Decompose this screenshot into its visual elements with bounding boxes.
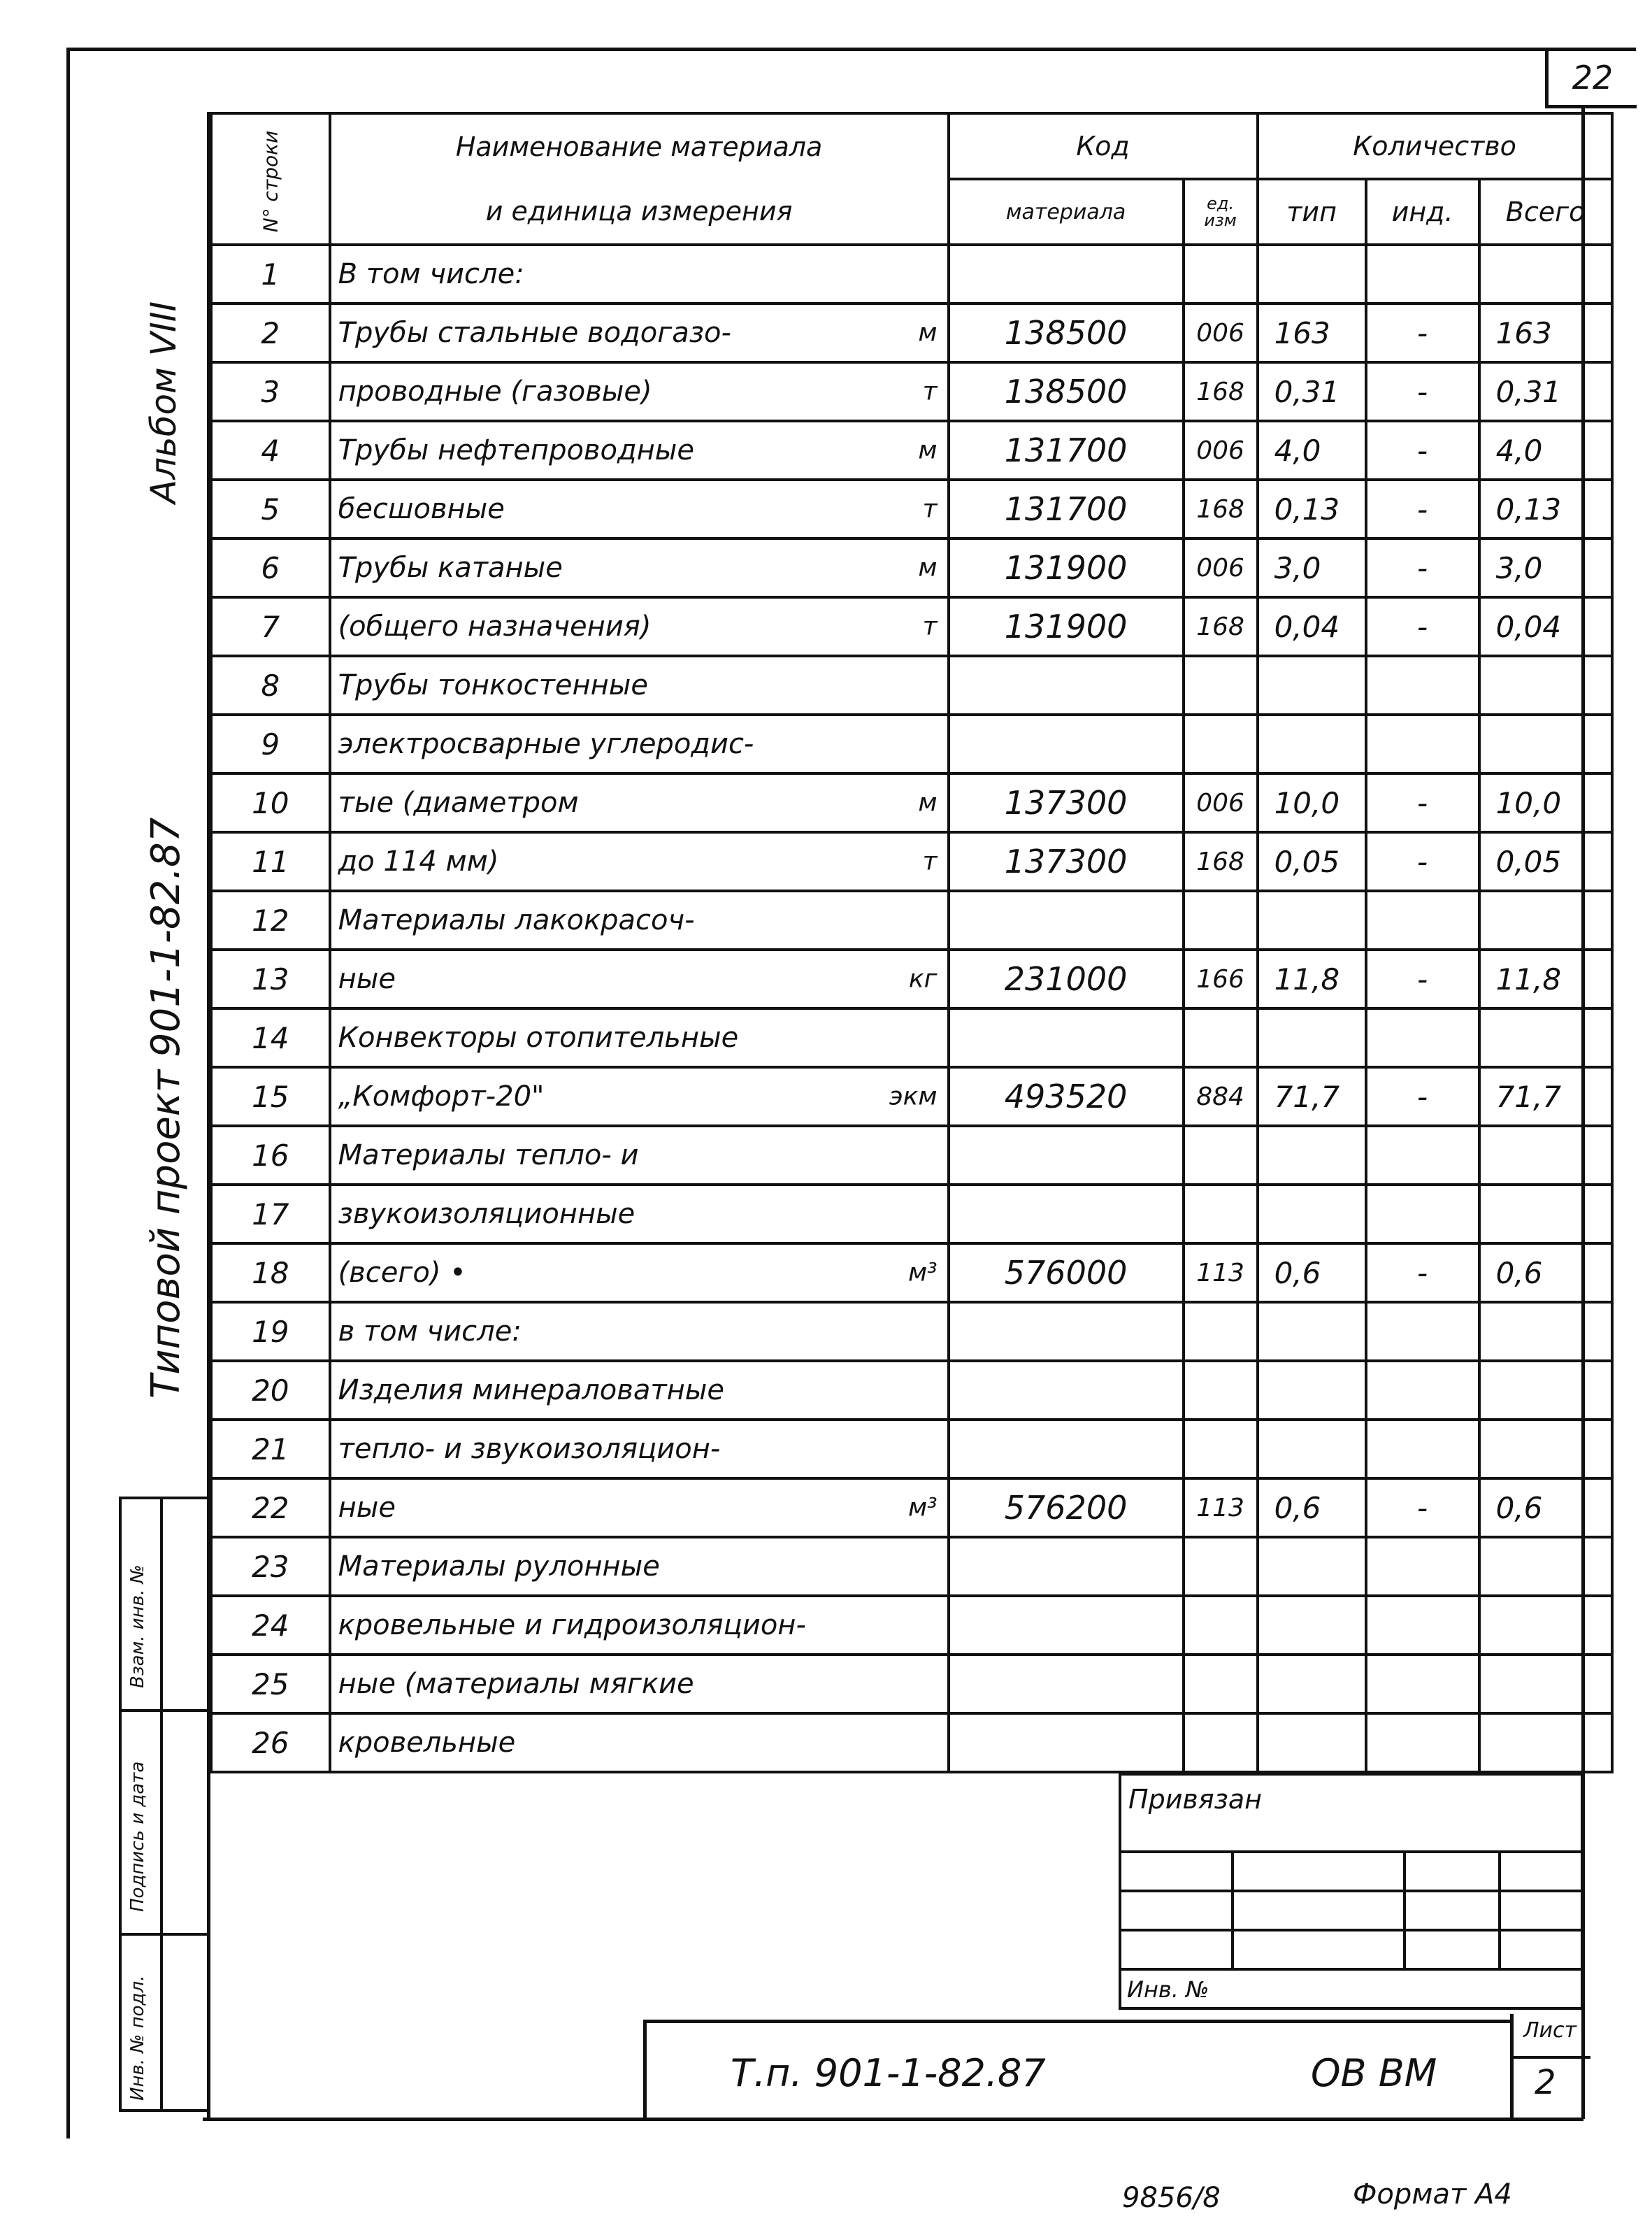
table-row: [211, 1655, 1612, 1713]
qty-type: [1258, 1185, 1366, 1243]
qty-type: [1258, 1361, 1366, 1420]
unit-code: 168: [1184, 362, 1258, 421]
row-no-header: N° строки: [211, 113, 330, 245]
frame-left-line: [66, 48, 70, 2138]
qty-ind: -: [1366, 304, 1479, 362]
material-name-text: ные: [338, 1492, 396, 1524]
row-number: 11: [211, 832, 330, 891]
qty-type: 11,8: [1258, 950, 1366, 1008]
row-number: 4: [211, 421, 330, 480]
material-code: [949, 1420, 1184, 1478]
material-code: [949, 1596, 1184, 1655]
code-header: Код: [949, 113, 1258, 179]
qty-total: [1479, 245, 1612, 304]
code-unit-header: ед. изм: [1184, 179, 1258, 245]
unit-code: [1184, 1185, 1258, 1243]
qty-type: [1258, 891, 1366, 950]
material-name: [330, 1655, 949, 1713]
material-name-text: „Комфорт-20": [338, 1080, 545, 1113]
qty-ind: [1366, 245, 1479, 304]
row-number: 2: [211, 304, 330, 362]
qty-ind: [1366, 1361, 1479, 1420]
qty-total: 0,31: [1479, 362, 1612, 421]
qty-total: [1479, 656, 1612, 715]
material-name: [330, 1185, 949, 1243]
qty-type: 0,04: [1258, 597, 1366, 656]
row-number: 18: [211, 1243, 330, 1302]
material-code: 493520: [949, 1067, 1184, 1126]
material-code: [949, 656, 1184, 715]
row-number: 8: [211, 656, 330, 715]
material-code: 131900: [949, 597, 1184, 656]
row-number: 22: [211, 1478, 330, 1537]
spec-table: [210, 112, 1614, 1773]
table-row: [211, 1713, 1612, 1772]
quantity-header: Количество: [1258, 113, 1612, 179]
table-row: [211, 1302, 1612, 1361]
header-row-1: [211, 113, 1612, 179]
qty-ind: -: [1366, 832, 1479, 891]
table-row: [211, 362, 1612, 421]
table-row: [211, 715, 1612, 773]
material-name: [330, 1243, 949, 1302]
row-number: 16: [211, 1126, 330, 1185]
unit-code: 168: [1184, 597, 1258, 656]
material-name: [330, 1302, 949, 1361]
row-number: 12: [211, 891, 330, 950]
material-name-text: кровельные и гидроизоляцион-: [338, 1609, 806, 1641]
unit-code: 168: [1184, 480, 1258, 538]
qty-total: [1479, 1537, 1612, 1596]
qty-type: 4,0: [1258, 421, 1366, 480]
title-block: [643, 2020, 1510, 2118]
material-name-text: тые (диаметром: [338, 787, 579, 819]
measure-unit: м³: [907, 1258, 938, 1287]
material-name-text: тепло- и звукоизоляцион-: [338, 1433, 721, 1465]
measure-unit: кг: [908, 964, 938, 994]
qty-ind: -: [1366, 362, 1479, 421]
material-name: [330, 1126, 949, 1185]
qty-type: 10,0: [1258, 773, 1366, 832]
sidebar-stamp: [119, 1497, 210, 2112]
material-code: [949, 1302, 1184, 1361]
row-number: 26: [211, 1713, 330, 1772]
material-name-text: Трубы нефтепроводные: [338, 434, 694, 466]
table-row: [211, 1067, 1612, 1126]
qty-ind: -: [1366, 480, 1479, 538]
row-number: 20: [211, 1361, 330, 1420]
row-number: 10: [211, 773, 330, 832]
row-number: 5: [211, 480, 330, 538]
qty-type: 71,7: [1258, 1067, 1366, 1126]
qty-ind: [1366, 656, 1479, 715]
material-code: [949, 1361, 1184, 1420]
doc-mark: ОВ ВМ: [1311, 2051, 1437, 2095]
material-code: 138500: [949, 304, 1184, 362]
material-name: [330, 245, 949, 304]
measure-unit: т: [922, 847, 938, 876]
qty-total: [1479, 715, 1612, 773]
qty-total: [1479, 1361, 1612, 1420]
inv-no-cell: [1119, 1968, 1583, 2010]
material-name: [330, 1537, 949, 1596]
material-code: 131700: [949, 480, 1184, 538]
unit-code: 113: [1184, 1243, 1258, 1302]
name-header-line2: и единица измерения: [330, 179, 949, 245]
material-name: [330, 1067, 949, 1126]
row-number: 1: [211, 245, 330, 304]
table-row: [211, 1420, 1612, 1478]
table-row: [211, 1361, 1612, 1420]
unit-code: 006: [1184, 304, 1258, 362]
unit-code: 884: [1184, 1067, 1258, 1126]
frame-bottom-line: [203, 2118, 1583, 2121]
row-number: 9: [211, 715, 330, 773]
qty-type: [1258, 1420, 1366, 1478]
qty-ind: [1366, 1302, 1479, 1361]
qty-total: [1479, 1596, 1612, 1655]
qty-type: [1258, 1126, 1366, 1185]
measure-unit: т: [922, 494, 938, 524]
qty-total: 4,0: [1479, 421, 1612, 480]
material-name: [330, 715, 949, 773]
material-name-text: Материалы тепло- и: [338, 1139, 639, 1171]
unit-code: [1184, 891, 1258, 950]
unit-code: [1184, 1361, 1258, 1420]
material-name: [330, 1420, 949, 1478]
inv-podl-label: Инв. № подл.: [127, 1975, 148, 2101]
material-name: [330, 362, 949, 421]
unit-code: [1184, 1420, 1258, 1478]
qty-ind-header: инд.: [1366, 179, 1479, 245]
material-name-text: (всего) •: [338, 1257, 466, 1289]
table-row: [211, 304, 1612, 362]
qty-type: 3,0: [1258, 538, 1366, 597]
qty-ind: -: [1366, 421, 1479, 480]
qty-type: [1258, 1596, 1366, 1655]
table-row: [211, 656, 1612, 715]
material-code: 137300: [949, 773, 1184, 832]
qty-total: [1479, 1655, 1612, 1713]
qty-type: 0,13: [1258, 480, 1366, 538]
table-row: [211, 1008, 1612, 1067]
material-name: [330, 1713, 949, 1772]
unit-code: [1184, 245, 1258, 304]
qty-total: 71,7: [1479, 1067, 1612, 1126]
material-code: 231000: [949, 950, 1184, 1008]
qty-type: 0,6: [1258, 1478, 1366, 1537]
table-row: [211, 1596, 1612, 1655]
sheet-box: [1510, 2014, 1587, 2119]
qty-type: [1258, 1713, 1366, 1772]
material-name-text: проводные (газовые): [338, 376, 652, 408]
material-name-text: Трубы тонкостенные: [338, 669, 648, 701]
qty-ind: -: [1366, 950, 1479, 1008]
table-row: [211, 597, 1612, 656]
material-name-text: Конвекторы отопительные: [338, 1022, 739, 1054]
unit-code: 006: [1184, 421, 1258, 480]
material-name-text: Материалы рулонные: [338, 1550, 660, 1583]
material-code: [949, 1655, 1184, 1713]
material-name-text: В том числе:: [338, 258, 524, 290]
qty-total: 3,0: [1479, 538, 1612, 597]
qty-ind: [1366, 1713, 1479, 1772]
qty-total: 0,6: [1479, 1243, 1612, 1302]
unit-code: [1184, 1537, 1258, 1596]
qty-type: [1258, 715, 1366, 773]
material-code: [949, 1126, 1184, 1185]
material-name-text: (общего назначения): [338, 610, 652, 643]
sheet-number: 2: [1535, 2063, 1556, 2102]
row-number: 25: [211, 1655, 330, 1713]
unit-code: [1184, 1596, 1258, 1655]
material-code: [949, 1185, 1184, 1243]
material-name-text: бесшовные: [338, 493, 505, 525]
format-label: Формат А4: [1353, 2178, 1512, 2211]
measure-unit: м³: [907, 1493, 938, 1522]
table-row: [211, 1537, 1612, 1596]
table-row: [211, 1478, 1612, 1537]
qty-type-header: тип: [1258, 179, 1366, 245]
unit-code: 006: [1184, 538, 1258, 597]
qty-total: [1479, 891, 1612, 950]
measure-unit: м: [918, 318, 938, 348]
table-row: [211, 421, 1612, 480]
qty-type: [1258, 1008, 1366, 1067]
material-name-text: электросварные углеродис-: [338, 728, 754, 760]
row-number: 6: [211, 538, 330, 597]
material-name: [330, 538, 949, 597]
material-name: [330, 597, 949, 656]
material-name-text: в том числе:: [338, 1315, 522, 1348]
row-number: 13: [211, 950, 330, 1008]
material-code: [949, 891, 1184, 950]
material-name: [330, 421, 949, 480]
material-code: [949, 715, 1184, 773]
material-name: [330, 891, 949, 950]
unit-code: [1184, 656, 1258, 715]
material-name-text: Изделия минераловатные: [338, 1374, 724, 1406]
row-number: 21: [211, 1420, 330, 1478]
row-number: 3: [211, 362, 330, 421]
header-row-2: [211, 179, 1612, 245]
qty-total: 0,05: [1479, 832, 1612, 891]
row-number: 23: [211, 1537, 330, 1596]
unit-code: 006: [1184, 773, 1258, 832]
qty-ind: [1366, 1008, 1479, 1067]
material-code: [949, 1008, 1184, 1067]
code-material-header: материала: [949, 179, 1184, 245]
qty-ind: [1366, 1655, 1479, 1713]
unit-code: 168: [1184, 832, 1258, 891]
qty-type: [1258, 656, 1366, 715]
material-name-text: Материалы лакокрасоч-: [338, 904, 695, 936]
material-code: 576000: [949, 1243, 1184, 1302]
measure-unit: м: [918, 788, 938, 817]
table-row: [211, 245, 1612, 304]
inv-vzam-label: Взам. инв. №: [127, 1564, 148, 1688]
privyazan-cell: [1119, 1773, 1583, 1853]
album-label: Альбом VIII: [143, 301, 184, 504]
material-name-text: ные: [338, 963, 396, 995]
qty-type: [1258, 1537, 1366, 1596]
qty-total: 0,6: [1479, 1478, 1612, 1537]
qty-total: 0,13: [1479, 480, 1612, 538]
qty-ind: [1366, 1185, 1479, 1243]
qty-ind: [1366, 891, 1479, 950]
frame-top-line: [66, 48, 1636, 51]
table-row: [211, 538, 1612, 597]
qty-ind: [1366, 1596, 1479, 1655]
material-name: [330, 1596, 949, 1655]
table-row: [211, 773, 1612, 832]
project-label: Типовой проект 901-1-82.87: [143, 817, 189, 1399]
material-code: 131900: [949, 538, 1184, 597]
material-code: 576200: [949, 1478, 1184, 1537]
row-number: 17: [211, 1185, 330, 1243]
material-name: [330, 1008, 949, 1067]
measure-unit: т: [922, 612, 938, 641]
qty-ind: [1366, 1537, 1479, 1596]
material-code: [949, 1713, 1184, 1772]
material-name-text: до 114 мм): [338, 845, 499, 878]
row-number: 24: [211, 1596, 330, 1655]
unit-code: 166: [1184, 950, 1258, 1008]
table-row: [211, 891, 1612, 950]
material-code: 131700: [949, 421, 1184, 480]
row-number: 14: [211, 1008, 330, 1067]
qty-type: 0,6: [1258, 1243, 1366, 1302]
table-row: [211, 1126, 1612, 1185]
row-number: 19: [211, 1302, 330, 1361]
unit-code: [1184, 1713, 1258, 1772]
material-code: 137300: [949, 832, 1184, 891]
qty-type: 0,05: [1258, 832, 1366, 891]
measure-unit: экм: [889, 1082, 938, 1111]
qty-total: [1479, 1420, 1612, 1478]
material-name: [330, 1361, 949, 1420]
material-name: [330, 304, 949, 362]
qty-type: [1258, 1655, 1366, 1713]
unit-code: [1184, 715, 1258, 773]
privyazan-label: Привязан: [1128, 1784, 1262, 1815]
material-name-text: звукоизоляционные: [338, 1198, 635, 1230]
unit-code: [1184, 1655, 1258, 1713]
qty-ind: -: [1366, 1243, 1479, 1302]
material-code: [949, 245, 1184, 304]
unit-code: 113: [1184, 1478, 1258, 1537]
qty-total: [1479, 1126, 1612, 1185]
material-name: [330, 656, 949, 715]
qty-total: 10,0: [1479, 773, 1612, 832]
qty-total: [1479, 1185, 1612, 1243]
inv-no-label: Инв. №: [1127, 1976, 1209, 2003]
measure-unit: т: [922, 377, 938, 406]
material-name-text: Трубы стальные водогазо-: [338, 317, 731, 349]
qty-type: 0,31: [1258, 362, 1366, 421]
archive-number: 9856/8: [1122, 2182, 1221, 2214]
material-code: 138500: [949, 362, 1184, 421]
material-name-text: Трубы катаные: [338, 552, 563, 584]
table-row: [211, 1185, 1612, 1243]
name-header-line1: Наименование материала: [330, 113, 949, 179]
table-row: [211, 1243, 1612, 1302]
unit-code: [1184, 1126, 1258, 1185]
page-number: 22: [1545, 50, 1637, 108]
qty-ind: -: [1366, 1478, 1479, 1537]
qty-ind: -: [1366, 1067, 1479, 1126]
table-row: [211, 950, 1612, 1008]
material-code: [949, 1537, 1184, 1596]
qty-type: [1258, 245, 1366, 304]
qty-ind: [1366, 1420, 1479, 1478]
material-name: [330, 480, 949, 538]
qty-ind: -: [1366, 597, 1479, 656]
qty-type: [1258, 1302, 1366, 1361]
row-number: 15: [211, 1067, 330, 1126]
measure-unit: м: [918, 553, 938, 583]
material-name-text: ные (материалы мягкие: [338, 1668, 694, 1700]
material-name: [330, 832, 949, 891]
qty-total: [1479, 1713, 1612, 1772]
material-name: [330, 1478, 949, 1537]
material-name: [330, 773, 949, 832]
table-row: [211, 480, 1612, 538]
material-name: [330, 950, 949, 1008]
qty-total: 11,8: [1479, 950, 1612, 1008]
qty-total: 163: [1479, 304, 1612, 362]
doc-code: Т.п. 901-1-82.87: [731, 2051, 1046, 2095]
qty-total: 0,04: [1479, 597, 1612, 656]
unit-code: [1184, 1302, 1258, 1361]
qty-ind: -: [1366, 773, 1479, 832]
qty-total-header: Всего: [1479, 179, 1612, 245]
material-name-text: кровельные: [338, 1727, 516, 1759]
measure-unit: м: [918, 436, 938, 465]
qty-ind: [1366, 715, 1479, 773]
row-number: 7: [211, 597, 330, 656]
sign-date-label: Подпись и дата: [127, 1761, 148, 1912]
qty-type: 163: [1258, 304, 1366, 362]
qty-ind: [1366, 1126, 1479, 1185]
qty-ind: -: [1366, 538, 1479, 597]
qty-total: [1479, 1302, 1612, 1361]
table-row: [211, 832, 1612, 891]
sheet-label: Лист: [1523, 2018, 1577, 2043]
unit-code: [1184, 1008, 1258, 1067]
qty-total: [1479, 1008, 1612, 1067]
